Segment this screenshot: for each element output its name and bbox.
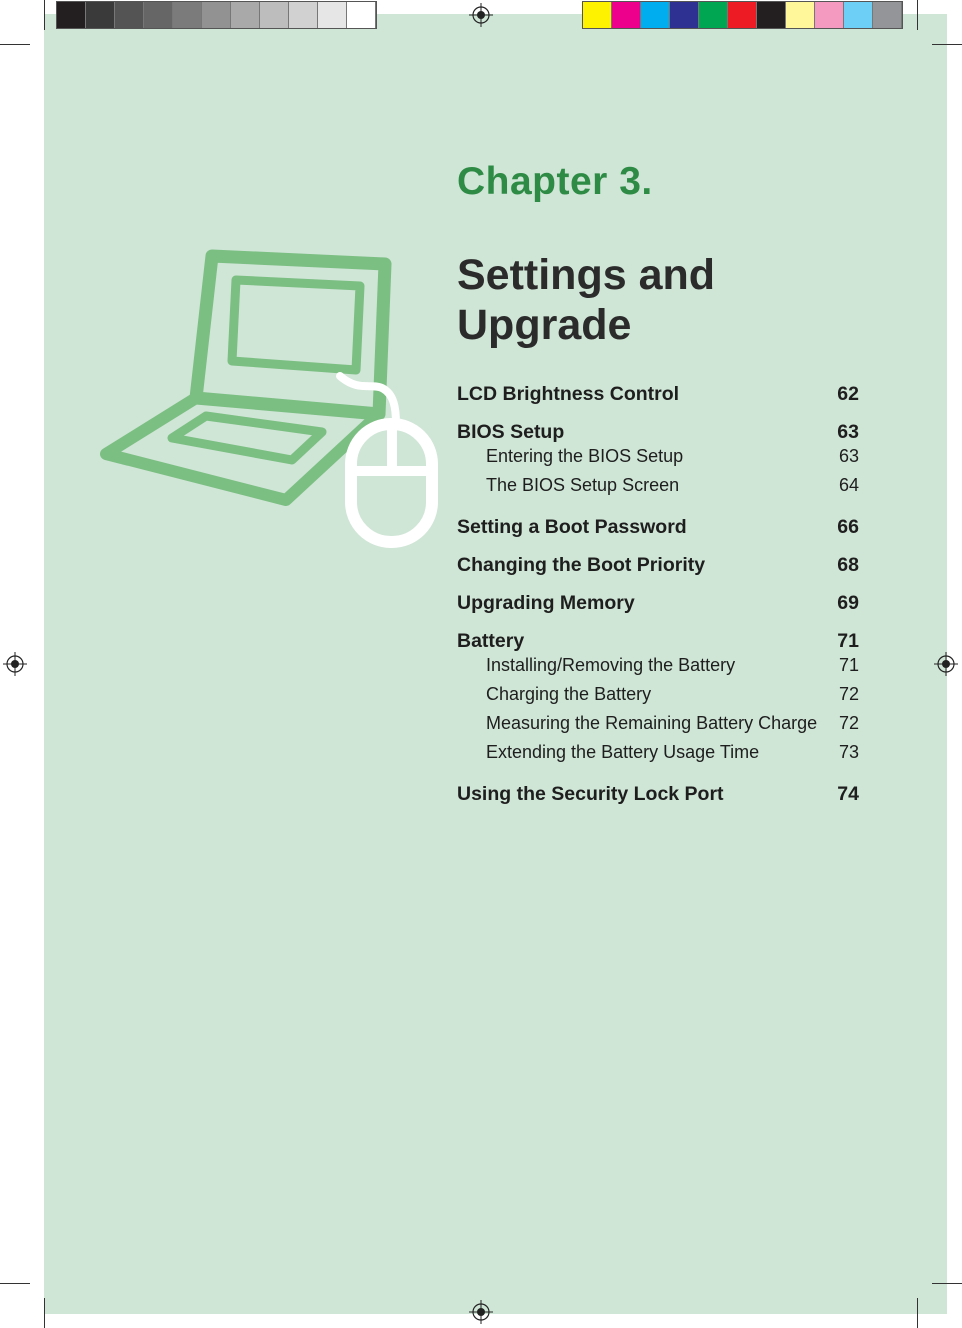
gray-swatch bbox=[115, 2, 144, 28]
table-of-contents bbox=[457, 380, 859, 818]
toc-subentry[interactable] bbox=[457, 743, 859, 780]
toc-entry-page: 69 bbox=[837, 592, 859, 614]
color-swatch bbox=[873, 2, 902, 28]
toc-entry-page: 68 bbox=[837, 554, 859, 576]
color-swatch bbox=[786, 2, 815, 28]
gray-swatch bbox=[86, 2, 115, 28]
toc-entry-page: 74 bbox=[837, 783, 859, 805]
toc-subentry[interactable] bbox=[457, 714, 859, 743]
color-swatch bbox=[757, 2, 786, 28]
crop-mark bbox=[932, 1283, 962, 1284]
color-swatch bbox=[728, 2, 757, 28]
color-swatch bbox=[583, 2, 612, 28]
toc-subentry[interactable] bbox=[457, 447, 859, 476]
registration-mark-icon bbox=[3, 652, 27, 676]
color-swatch bbox=[641, 2, 670, 28]
crop-mark bbox=[917, 1298, 918, 1328]
gray-swatch bbox=[318, 2, 347, 28]
toc-entry-title: Changing the Boot Priority bbox=[457, 554, 706, 576]
toc-entry[interactable] bbox=[457, 418, 859, 447]
toc-subentry-title: Installing/Removing the Battery bbox=[486, 655, 736, 675]
toc-subentry-page: 64 bbox=[838, 475, 859, 495]
gray-swatch bbox=[231, 2, 260, 28]
crop-mark bbox=[44, 0, 45, 30]
toc-subentry-page: 72 bbox=[838, 713, 859, 733]
chapter-title: Settings and Upgrade bbox=[457, 251, 716, 349]
toc-entry-title: BIOS Setup bbox=[457, 421, 565, 443]
gray-swatch bbox=[260, 2, 289, 28]
registration-mark-icon bbox=[469, 1300, 493, 1324]
toc-entry-page: 71 bbox=[837, 630, 859, 652]
gray-swatch bbox=[144, 2, 173, 28]
grayscale-calibration-bar bbox=[56, 1, 377, 29]
toc-entry[interactable] bbox=[457, 589, 859, 627]
toc-subentry-title: The BIOS Setup Screen bbox=[486, 475, 680, 495]
color-swatch bbox=[612, 2, 641, 28]
color-calibration-bar bbox=[582, 1, 903, 29]
crop-mark bbox=[44, 1298, 45, 1328]
toc-subentry-page: 73 bbox=[838, 742, 859, 762]
toc-subentry-page: 63 bbox=[838, 446, 859, 466]
toc-subentry-page: 72 bbox=[838, 684, 859, 704]
toc-entry[interactable] bbox=[457, 627, 859, 656]
gray-swatch bbox=[202, 2, 231, 28]
toc-subentry[interactable] bbox=[457, 685, 859, 714]
toc-subentry-title: Extending the Battery Usage Time bbox=[486, 742, 760, 762]
registration-mark-icon bbox=[469, 3, 493, 27]
crop-mark bbox=[0, 1283, 30, 1284]
toc-entry[interactable] bbox=[457, 780, 859, 818]
toc-subentry-page: 71 bbox=[838, 655, 859, 675]
toc-subentry-title: Charging the Battery bbox=[486, 684, 652, 704]
toc-entry-page: 63 bbox=[837, 421, 859, 443]
gray-swatch bbox=[289, 2, 318, 28]
color-swatch bbox=[815, 2, 844, 28]
toc-subentry-title: Entering the BIOS Setup bbox=[486, 446, 684, 466]
toc-subentry[interactable] bbox=[457, 656, 859, 685]
toc-entry-page: 62 bbox=[837, 383, 859, 405]
chapter-label: Chapter 3. bbox=[457, 160, 653, 203]
toc-subentry[interactable] bbox=[457, 476, 859, 513]
crop-mark bbox=[917, 0, 918, 30]
toc-entry[interactable] bbox=[457, 380, 859, 418]
gray-swatch bbox=[347, 2, 376, 28]
crop-mark bbox=[0, 44, 30, 45]
gray-swatch bbox=[57, 2, 86, 28]
toc-entry-title: Upgrading Memory bbox=[457, 592, 635, 614]
toc-entry-page: 66 bbox=[837, 516, 859, 538]
toc-subentry-title: Measuring the Remaining Battery Charge bbox=[486, 713, 818, 733]
gray-swatch bbox=[173, 2, 202, 28]
color-swatch bbox=[844, 2, 873, 28]
color-swatch bbox=[699, 2, 728, 28]
toc-entry[interactable] bbox=[457, 513, 859, 551]
toc-entry-title: LCD Brightness Control bbox=[457, 383, 680, 405]
toc-entry-title: Battery bbox=[457, 630, 525, 652]
toc-entry[interactable] bbox=[457, 551, 859, 589]
color-swatch bbox=[670, 2, 699, 28]
laptop-mouse-illustration bbox=[96, 248, 446, 553]
registration-mark-icon bbox=[934, 652, 958, 676]
crop-mark bbox=[932, 44, 962, 45]
toc-entry-title: Using the Security Lock Port bbox=[457, 783, 724, 805]
toc-entry-title: Setting a Boot Password bbox=[457, 516, 687, 538]
